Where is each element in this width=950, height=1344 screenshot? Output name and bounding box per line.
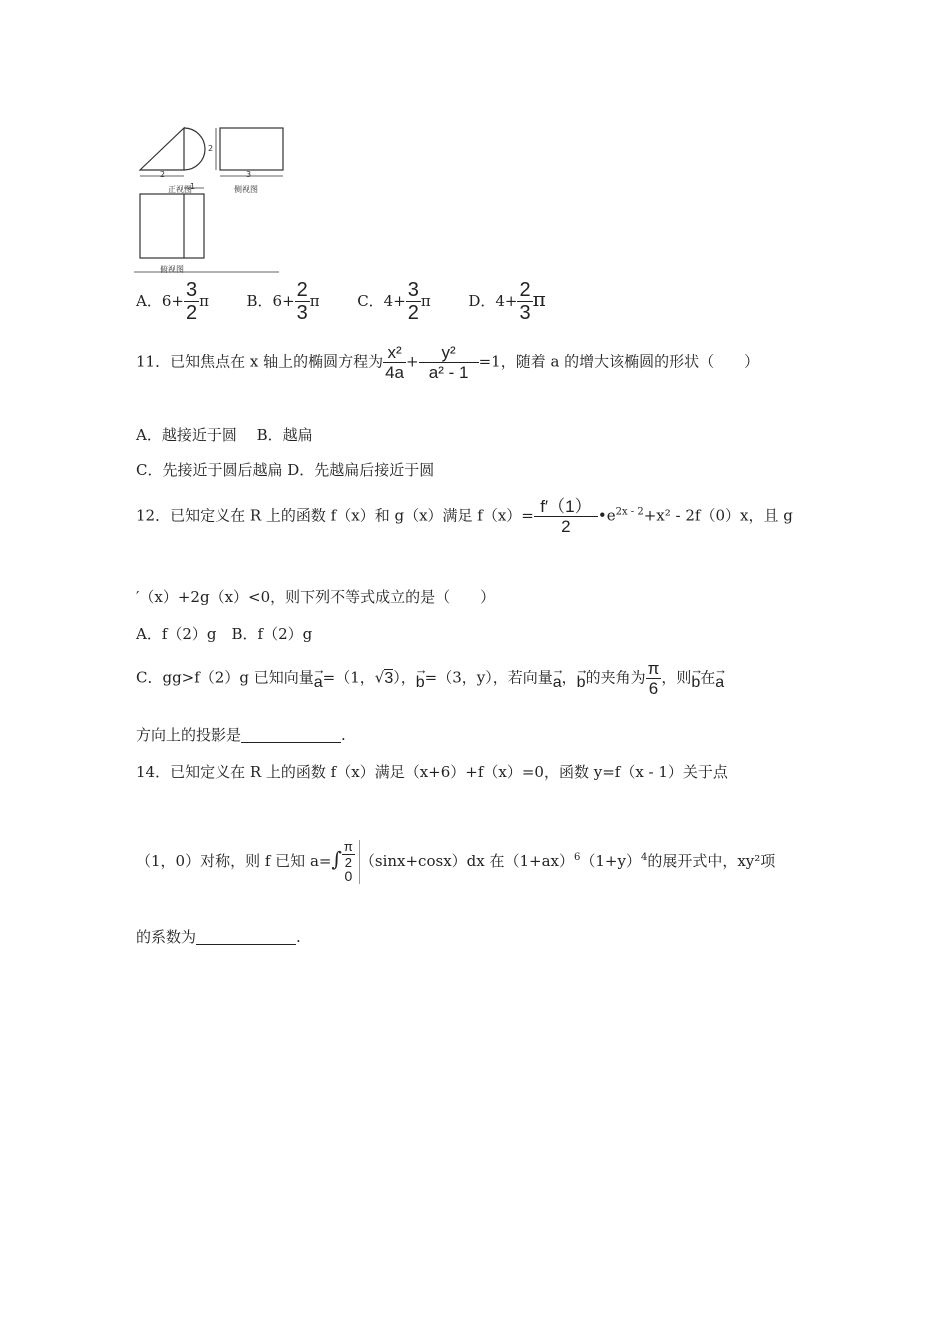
side-view xyxy=(216,128,283,176)
front-view-label: 正视图 xyxy=(168,185,192,194)
option-d-num: 2 xyxy=(519,279,531,301)
integral-limits xyxy=(342,840,360,884)
exponent-4: 4 xyxy=(640,851,648,863)
option-b-prefix: B．6+ xyxy=(246,291,295,310)
angle-fraction xyxy=(646,660,662,697)
projection-text: 方向上的投影是 xyxy=(136,726,242,744)
integral-sign: ∫ xyxy=(331,846,342,871)
q14-line2 xyxy=(136,840,775,884)
option-b-den: 3 xyxy=(296,302,308,324)
vector-b-3: → b xyxy=(691,668,700,692)
integral-upper-num: π xyxy=(343,839,353,854)
option-d xyxy=(468,279,546,324)
sqrt-symbol: √ xyxy=(374,668,385,687)
option-a-suffix: π xyxy=(199,291,209,310)
integral-upper-den: 2 xyxy=(344,855,352,870)
option-b-suffix: π xyxy=(309,291,320,310)
integral-lower: 0 xyxy=(344,868,353,884)
option-a xyxy=(136,279,214,324)
option-c-prefix: C．4+ xyxy=(357,291,406,310)
projection-period: . xyxy=(341,726,346,744)
exponent-6: 6 xyxy=(574,851,581,863)
option-c-suffix: π xyxy=(420,291,431,310)
vector-b: → b xyxy=(416,668,425,692)
q11-stem-suffix: =1，随着 a 的增大该椭圆的形状（ ） xyxy=(478,352,760,371)
q11-stem-prefix: 11．已知焦点在 x 轴上的椭圆方程为 xyxy=(136,352,384,371)
option-a-fraction xyxy=(184,280,199,323)
option-d-suffix: π xyxy=(532,286,546,311)
vector-a-3: → a xyxy=(715,668,724,692)
option-c-fraction xyxy=(406,280,421,323)
side-view-label: 侧视图 xyxy=(234,185,258,194)
vector-a: → a xyxy=(314,668,323,692)
q12-c-mid1: =（1， xyxy=(322,668,375,687)
q11-fraction-2 xyxy=(419,344,479,381)
projection-blank[interactable] xyxy=(241,742,341,743)
q12-c-mid2: ）， xyxy=(393,668,416,687)
q12-fraction xyxy=(534,498,598,535)
option-c-num: 3 xyxy=(407,279,419,301)
option-a-prefix: A．6+ xyxy=(136,291,184,310)
q10-options xyxy=(136,280,546,323)
q11-options-line2: C．先接近于圆后越扁 D．先越扁后接近于圆 xyxy=(136,461,435,479)
integral-upper xyxy=(342,840,355,869)
coefficient-period: . xyxy=(296,928,301,946)
q11-frac1-num: x² xyxy=(383,344,406,363)
q11-frac1-den: 4a xyxy=(385,363,405,382)
q12-c-mid7: 在 xyxy=(700,668,716,687)
option-d-fraction xyxy=(517,280,532,323)
option-d-den: 3 xyxy=(519,302,531,324)
q12-frac-den: 2 xyxy=(561,517,571,536)
vector-b-2: → b xyxy=(577,668,586,692)
angle-den: 6 xyxy=(648,679,659,698)
option-a-num: 3 xyxy=(185,279,198,301)
q11-frac2-den: a² - 1 xyxy=(428,363,469,382)
q12-options-ab: A．f（2）g B．f（2）g xyxy=(136,625,313,643)
q12-projection-line xyxy=(136,724,346,745)
dim-top-width: 1 xyxy=(190,182,196,191)
q12-frac-num: f′（1） xyxy=(534,498,598,517)
q12-c-mid6: ，则 xyxy=(661,668,692,687)
option-b-fraction xyxy=(295,280,310,323)
q12-c-mid3: =（3，y），若向量 xyxy=(424,668,553,687)
q11-options-line1: A．越接近于圆 B．越扁 xyxy=(136,426,313,444)
q12-stem xyxy=(136,498,793,535)
q12-stem-prefix: 12．已知定义在 R 上的函数 f（x）和 g（x）满足 f（x）= xyxy=(136,506,534,525)
q11-plus: + xyxy=(406,352,419,371)
option-c xyxy=(357,279,435,324)
q12-c-prefix: C．gg>f（2）g 已知向量 xyxy=(136,668,314,687)
vector-a-2: → a xyxy=(553,668,562,692)
option-d-prefix: D．4+ xyxy=(468,291,518,310)
option-c-den: 2 xyxy=(407,302,419,324)
q11-stem xyxy=(136,344,759,381)
top-view-label: 俯视图 xyxy=(160,265,184,274)
q14-line2-mid: （sinx+cosx）dx 在（1+ax） xyxy=(359,851,574,870)
q14-stem: 14．已知定义在 R 上的函数 f（x）满足（x+6）+f（x）=0，函数 y=f（x - 1）关于点 xyxy=(136,763,728,781)
q11-fraction-1 xyxy=(383,344,406,381)
front-view xyxy=(140,128,205,176)
q12-option-c-line xyxy=(136,660,724,697)
coefficient-text: 的系数为 xyxy=(136,928,197,946)
q12-stem-suffix: +x² - 2f（0）x，且 g xyxy=(643,506,793,525)
dim-height: 2 xyxy=(208,144,214,153)
coefficient-blank[interactable] xyxy=(196,944,296,945)
dim-side-width: 3 xyxy=(246,170,252,179)
angle-num: π xyxy=(647,659,660,678)
q12-c-mid5: 的夹角为 xyxy=(585,668,646,687)
option-a-den: 2 xyxy=(185,302,198,324)
top-view xyxy=(134,188,279,272)
sqrt-value: 3 xyxy=(384,669,394,687)
dim-front-width: 2 xyxy=(160,170,166,179)
q12-line2: ′（x）+2g（x）<0，则下列不等式成立的是（ ） xyxy=(136,588,496,606)
q14-line3 xyxy=(136,926,301,947)
q14-line2-suffix: 的展开式中，xy²项 xyxy=(647,851,776,870)
option-b xyxy=(246,279,325,324)
q12-stem-mid: •e xyxy=(597,506,616,525)
option-b-num: 2 xyxy=(296,279,308,301)
q14-line2-mid2: （1+y） xyxy=(580,851,641,870)
q14-line2-prefix: （1，0）对称，则 f 已知 a= xyxy=(136,851,332,870)
three-view-figure xyxy=(134,122,294,280)
q12-c-mid4: ， xyxy=(561,668,577,687)
q11-frac2-num: y² xyxy=(419,344,479,363)
q12-exponent: 2x - 2 xyxy=(615,506,644,518)
